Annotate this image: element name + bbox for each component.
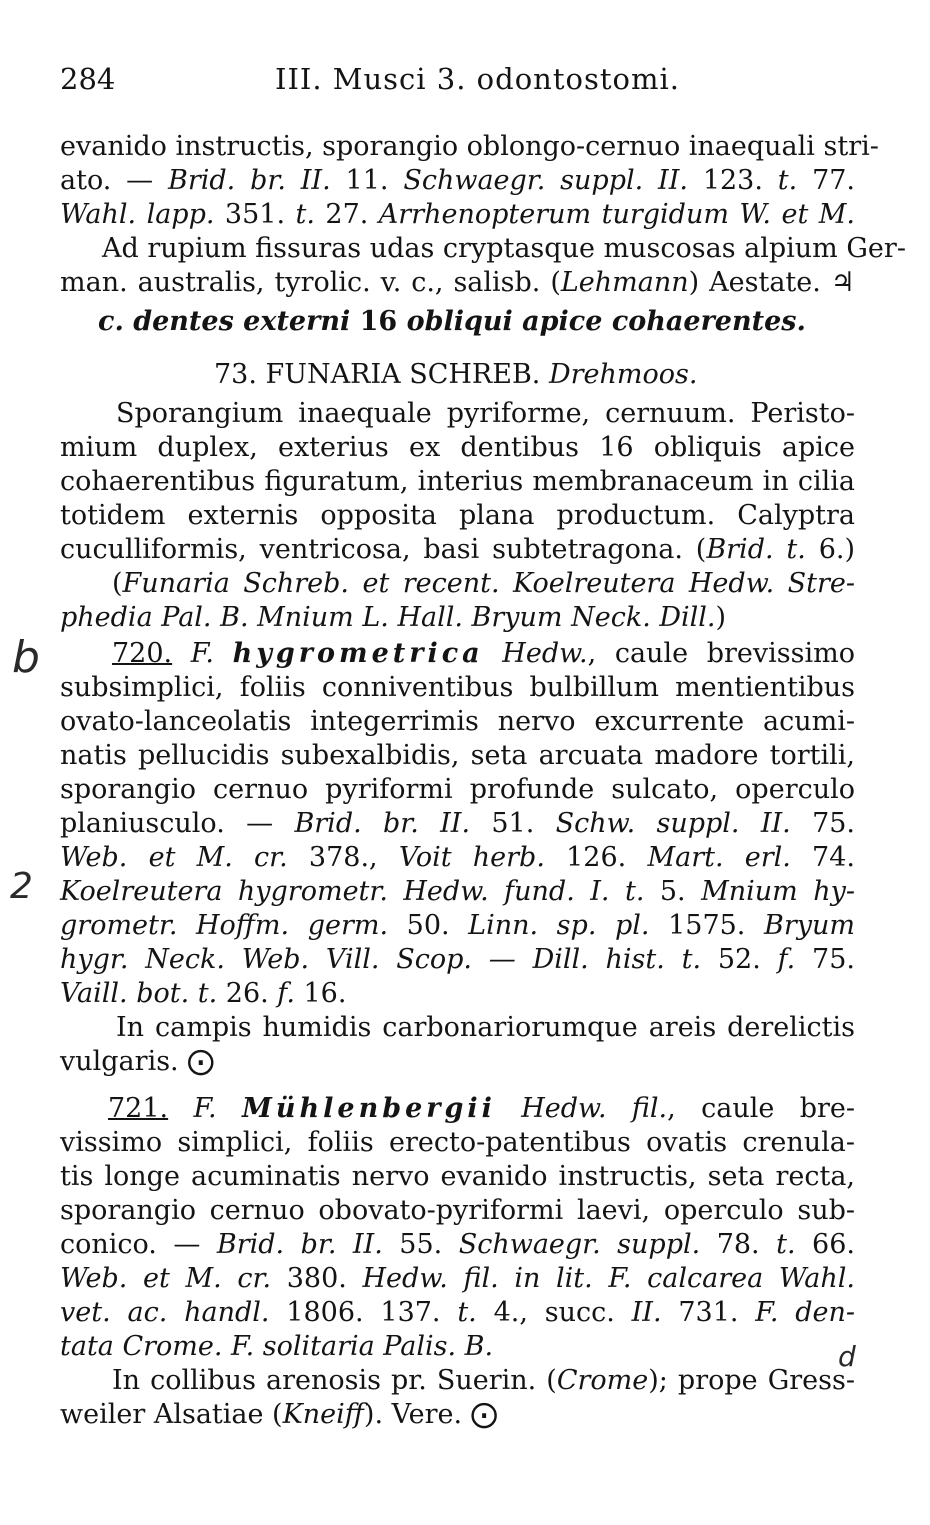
text-line: mium duplex, exterius ex dentibus 16 obliquis apice	[60, 432, 855, 463]
text-line: man. australis, tyrolic. v. c., salisb. (Lehmann) Aestate. ♃	[60, 267, 855, 298]
text-line: totidem externis opposita plana productum. Calyptra	[60, 500, 855, 531]
text-line: c. dentes externi 16 obliqui apice cohaerentes.	[98, 306, 806, 337]
annual-symbol: ⨀	[470, 1399, 498, 1430]
page-number: 284	[60, 62, 116, 96]
text-line: phedia Pal. B. Mnium L. Hall. Bryum Neck. Dill.)	[60, 602, 727, 633]
species-720-heading: 720. F. hygrometrica Hedw., caule brevissimo	[112, 638, 855, 669]
text-line: grometr. Hoffm. germ. 50. Linn. sp. pl. 1575. Bryum	[60, 910, 855, 941]
text-line: Web. et M. cr. 378., Voit herb. 126. Mart. erl. 74.	[60, 842, 855, 873]
running-title: III. Musci 3. odontostomi.	[275, 62, 680, 96]
text-line: ato. — Brid. br. II. 11. Schwaegr. suppl. II. 123. t. 77.	[60, 165, 856, 196]
perennial-symbol: ♃	[830, 267, 855, 298]
annual-symbol: ⨀	[187, 1046, 215, 1077]
text-line: Wahl. lapp. 351. t. 27. Arrhenopterum turgidum W. et M.	[60, 199, 855, 230]
text-line: Vaill. bot. t. 26. f. 16.	[60, 978, 347, 1009]
text-line: vissimo simplici, foliis erecto-patentibus ovatis crenula-	[60, 1127, 855, 1158]
text-line: hygr. Neck. Web. Vill. Scop. — Dill. hist. t. 52. f. 75.	[60, 944, 855, 975]
text-line: Koelreutera hygrometr. Hedw. fund. I. t. 5. Mnium hy-	[60, 876, 855, 907]
text-line: vet. ac. handl. 1806. 137. t. 4., succ. II. 731. F. den-	[60, 1297, 855, 1328]
text-line: tis longe acuminatis nervo evanido instructis, seta recta,	[60, 1161, 855, 1192]
text-line: sporangio cernuo pyriformi profunde sulcato, operculo	[60, 774, 855, 805]
text-line: Ad rupium fissuras udas cryptasque muscosas alpium Ger-	[102, 233, 906, 264]
text-line: cohaerentibus figuratum, interius membranaceum in cilia	[60, 466, 855, 497]
genus-heading: 73. FUNARIA SCHREB. Drehmoos.	[214, 359, 698, 390]
text-line: In collibus arenosis pr. Suerin. (Crome); prope Gress-	[112, 1365, 855, 1396]
margin-annotation: 2	[10, 866, 33, 907]
text-line: weiler Alsatiae (Kneiff). Vere. ⨀	[60, 1399, 498, 1430]
margin-annotation: b	[12, 632, 40, 683]
running-header	[60, 62, 855, 102]
margin-annotation: d	[838, 1340, 856, 1373]
text-line: vulgaris. ⨀	[60, 1046, 215, 1077]
text-line: cuculliformis, ventricosa, basi subtetragona. (Brid. t. 6.)	[60, 534, 855, 565]
text-line: tata Crome. F. solitaria Palis. B.	[60, 1331, 494, 1362]
text-line: planiusculo. — Brid. br. II. 51. Schw. suppl. II. 75.	[60, 808, 856, 839]
text-line: Sporangium inaequale pyriforme, cernuum. Peristo-	[116, 398, 855, 429]
text-line: (Funaria Schreb. et recent. Koelreutera Hedw. Stre-	[112, 568, 855, 599]
text-line: In campis humidis carbonariorumque areis derelictis	[116, 1012, 855, 1043]
text-line: ovato-lanceolatis integerrimis nervo excurrente acumi-	[60, 706, 855, 737]
text-line: Web. et M. cr. 380. Hedw. fil. in lit. F. calcarea Wahl.	[60, 1263, 855, 1294]
text-line: conico. — Brid. br. II. 55. Schwaegr. suppl. 78. t. 66.	[60, 1229, 855, 1260]
species-721-heading: 721. F. Mühlenbergii Hedw. fil., caule bre-	[108, 1093, 855, 1124]
text-line: natis pellucidis subexalbidis, seta arcuata madore tortili,	[60, 740, 855, 771]
text-line: sporangio cernuo obovato-pyriformi laevi, operculo sub-	[60, 1195, 855, 1226]
text-line: subsimplici, foliis conniventibus bulbillum mentientibus	[60, 672, 855, 703]
text-line: evanido instructis, sporangio oblongo-cernuo inaequali stri-	[60, 131, 879, 162]
